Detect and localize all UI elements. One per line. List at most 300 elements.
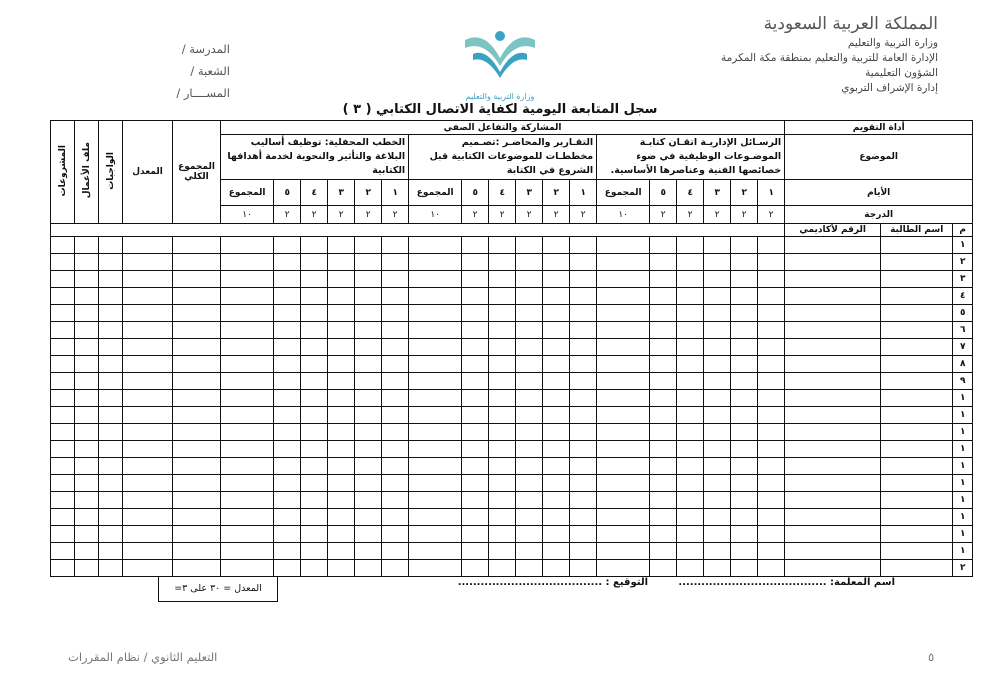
grade-cell[interactable] xyxy=(51,509,75,526)
grade-cell[interactable] xyxy=(597,339,650,356)
grade-cell[interactable] xyxy=(650,424,677,441)
grade-cell[interactable] xyxy=(462,373,489,390)
grade-cell[interactable] xyxy=(328,526,355,543)
grade-cell[interactable] xyxy=(274,390,301,407)
grade-cell[interactable] xyxy=(328,509,355,526)
grade-cell[interactable] xyxy=(731,356,758,373)
grade-cell[interactable] xyxy=(221,356,274,373)
grade-cell[interactable] xyxy=(173,254,221,271)
grade-cell[interactable] xyxy=(123,271,173,288)
grade-cell[interactable] xyxy=(51,560,75,577)
grade-cell[interactable] xyxy=(328,475,355,492)
grade-cell[interactable] xyxy=(516,424,543,441)
grade-cell[interactable] xyxy=(677,458,704,475)
grade-cell[interactable] xyxy=(221,492,274,509)
grade-cell[interactable] xyxy=(301,475,328,492)
grade-cell[interactable] xyxy=(758,322,785,339)
grade-cell[interactable] xyxy=(99,475,123,492)
grade-cell[interactable] xyxy=(221,322,274,339)
grade-cell[interactable] xyxy=(382,322,409,339)
grade-cell[interactable] xyxy=(731,560,758,577)
grade-cell[interactable] xyxy=(409,288,462,305)
grade-cell[interactable] xyxy=(221,458,274,475)
grade-cell[interactable] xyxy=(409,509,462,526)
grade-cell[interactable] xyxy=(758,339,785,356)
academic-number-cell[interactable] xyxy=(785,560,881,577)
academic-number-cell[interactable] xyxy=(785,441,881,458)
grade-cell[interactable] xyxy=(99,526,123,543)
student-name-cell[interactable] xyxy=(881,305,953,322)
academic-number-cell[interactable] xyxy=(785,237,881,254)
grade-cell[interactable] xyxy=(382,390,409,407)
grade-cell[interactable] xyxy=(301,373,328,390)
grade-cell[interactable] xyxy=(543,305,570,322)
grade-cell[interactable] xyxy=(51,475,75,492)
grade-cell[interactable] xyxy=(173,373,221,390)
grade-cell[interactable] xyxy=(75,424,99,441)
grade-cell[interactable] xyxy=(650,509,677,526)
grade-cell[interactable] xyxy=(704,254,731,271)
grade-cell[interactable] xyxy=(597,356,650,373)
academic-number-cell[interactable] xyxy=(785,373,881,390)
grade-cell[interactable] xyxy=(355,322,382,339)
grade-cell[interactable] xyxy=(382,458,409,475)
grade-cell[interactable] xyxy=(597,237,650,254)
student-name-cell[interactable] xyxy=(881,424,953,441)
grade-cell[interactable] xyxy=(221,390,274,407)
grade-cell[interactable] xyxy=(543,288,570,305)
grade-cell[interactable] xyxy=(355,407,382,424)
grade-cell[interactable] xyxy=(543,237,570,254)
grade-cell[interactable] xyxy=(51,441,75,458)
grade-cell[interactable] xyxy=(650,390,677,407)
grade-cell[interactable] xyxy=(301,560,328,577)
grade-cell[interactable] xyxy=(516,475,543,492)
grade-cell[interactable] xyxy=(99,356,123,373)
grade-cell[interactable] xyxy=(355,356,382,373)
grade-cell[interactable] xyxy=(516,526,543,543)
grade-cell[interactable] xyxy=(355,305,382,322)
grade-cell[interactable] xyxy=(704,441,731,458)
student-name-cell[interactable] xyxy=(881,509,953,526)
academic-number-cell[interactable] xyxy=(785,509,881,526)
grade-cell[interactable] xyxy=(489,322,516,339)
grade-cell[interactable] xyxy=(758,237,785,254)
grade-cell[interactable] xyxy=(462,560,489,577)
grade-cell[interactable] xyxy=(731,305,758,322)
grade-cell[interactable] xyxy=(173,492,221,509)
grade-cell[interactable] xyxy=(704,475,731,492)
grade-cell[interactable] xyxy=(75,390,99,407)
grade-cell[interactable] xyxy=(382,441,409,458)
grade-cell[interactable] xyxy=(489,492,516,509)
grade-cell[interactable] xyxy=(516,543,543,560)
grade-cell[interactable] xyxy=(274,492,301,509)
grade-cell[interactable] xyxy=(221,441,274,458)
grade-cell[interactable] xyxy=(173,509,221,526)
grade-cell[interactable] xyxy=(382,475,409,492)
grade-cell[interactable] xyxy=(328,441,355,458)
grade-cell[interactable] xyxy=(382,509,409,526)
student-name-cell[interactable] xyxy=(881,322,953,339)
grade-cell[interactable] xyxy=(173,339,221,356)
grade-cell[interactable] xyxy=(731,458,758,475)
grade-cell[interactable] xyxy=(51,373,75,390)
grade-cell[interactable] xyxy=(382,237,409,254)
grade-cell[interactable] xyxy=(75,526,99,543)
grade-cell[interactable] xyxy=(75,458,99,475)
grade-cell[interactable] xyxy=(731,254,758,271)
grade-cell[interactable] xyxy=(51,322,75,339)
grade-cell[interactable] xyxy=(274,441,301,458)
grade-cell[interactable] xyxy=(409,271,462,288)
grade-cell[interactable] xyxy=(301,407,328,424)
grade-cell[interactable] xyxy=(758,475,785,492)
grade-cell[interactable] xyxy=(221,254,274,271)
grade-cell[interactable] xyxy=(173,424,221,441)
grade-cell[interactable] xyxy=(758,288,785,305)
grade-cell[interactable] xyxy=(355,509,382,526)
grade-cell[interactable] xyxy=(543,560,570,577)
grade-cell[interactable] xyxy=(173,441,221,458)
grade-cell[interactable] xyxy=(99,288,123,305)
grade-cell[interactable] xyxy=(274,271,301,288)
grade-cell[interactable] xyxy=(650,237,677,254)
grade-cell[interactable] xyxy=(597,560,650,577)
grade-cell[interactable] xyxy=(382,560,409,577)
grade-cell[interactable] xyxy=(462,424,489,441)
grade-cell[interactable] xyxy=(489,390,516,407)
grade-cell[interactable] xyxy=(677,322,704,339)
grade-cell[interactable] xyxy=(221,237,274,254)
grade-cell[interactable] xyxy=(99,407,123,424)
grade-cell[interactable] xyxy=(409,526,462,543)
grade-cell[interactable] xyxy=(489,237,516,254)
grade-cell[interactable] xyxy=(99,390,123,407)
grade-cell[interactable] xyxy=(274,254,301,271)
grade-cell[interactable] xyxy=(173,458,221,475)
grade-cell[interactable] xyxy=(123,390,173,407)
grade-cell[interactable] xyxy=(516,458,543,475)
grade-cell[interactable] xyxy=(570,424,597,441)
grade-cell[interactable] xyxy=(731,271,758,288)
grade-cell[interactable] xyxy=(123,407,173,424)
grade-cell[interactable] xyxy=(123,322,173,339)
grade-cell[interactable] xyxy=(51,271,75,288)
student-name-cell[interactable] xyxy=(881,390,953,407)
grade-cell[interactable] xyxy=(570,543,597,560)
grade-cell[interactable] xyxy=(543,543,570,560)
grade-cell[interactable] xyxy=(597,254,650,271)
grade-cell[interactable] xyxy=(409,441,462,458)
grade-cell[interactable] xyxy=(650,560,677,577)
grade-cell[interactable] xyxy=(650,458,677,475)
grade-cell[interactable] xyxy=(731,237,758,254)
grade-cell[interactable] xyxy=(221,526,274,543)
grade-cell[interactable] xyxy=(173,407,221,424)
grade-cell[interactable] xyxy=(570,356,597,373)
grade-cell[interactable] xyxy=(75,356,99,373)
grade-cell[interactable] xyxy=(704,305,731,322)
grade-cell[interactable] xyxy=(99,271,123,288)
grade-cell[interactable] xyxy=(704,526,731,543)
grade-cell[interactable] xyxy=(704,288,731,305)
grade-cell[interactable] xyxy=(731,407,758,424)
grade-cell[interactable] xyxy=(409,543,462,560)
grade-cell[interactable] xyxy=(570,475,597,492)
grade-cell[interactable] xyxy=(650,526,677,543)
grade-cell[interactable] xyxy=(570,288,597,305)
grade-cell[interactable] xyxy=(758,543,785,560)
grade-cell[interactable] xyxy=(328,424,355,441)
grade-cell[interactable] xyxy=(99,373,123,390)
grade-cell[interactable] xyxy=(355,543,382,560)
academic-number-cell[interactable] xyxy=(785,407,881,424)
grade-cell[interactable] xyxy=(123,373,173,390)
grade-cell[interactable] xyxy=(274,237,301,254)
grade-cell[interactable] xyxy=(731,441,758,458)
grade-cell[interactable] xyxy=(489,339,516,356)
grade-cell[interactable] xyxy=(221,475,274,492)
student-name-cell[interactable] xyxy=(881,458,953,475)
grade-cell[interactable] xyxy=(704,322,731,339)
grade-cell[interactable] xyxy=(123,543,173,560)
grade-cell[interactable] xyxy=(409,373,462,390)
grade-cell[interactable] xyxy=(221,509,274,526)
grade-cell[interactable] xyxy=(173,526,221,543)
grade-cell[interactable] xyxy=(677,288,704,305)
grade-cell[interactable] xyxy=(677,492,704,509)
grade-cell[interactable] xyxy=(543,407,570,424)
grade-cell[interactable] xyxy=(731,509,758,526)
grade-cell[interactable] xyxy=(489,288,516,305)
grade-cell[interactable] xyxy=(543,271,570,288)
grade-cell[interactable] xyxy=(704,271,731,288)
grade-cell[interactable] xyxy=(758,424,785,441)
grade-cell[interactable] xyxy=(543,254,570,271)
grade-cell[interactable] xyxy=(123,526,173,543)
grade-cell[interactable] xyxy=(489,560,516,577)
grade-cell[interactable] xyxy=(301,271,328,288)
grade-cell[interactable] xyxy=(489,543,516,560)
grade-cell[interactable] xyxy=(301,322,328,339)
grade-cell[interactable] xyxy=(409,322,462,339)
student-name-cell[interactable] xyxy=(881,407,953,424)
grade-cell[interactable] xyxy=(75,322,99,339)
grade-cell[interactable] xyxy=(99,339,123,356)
grade-cell[interactable] xyxy=(51,526,75,543)
grade-cell[interactable] xyxy=(758,560,785,577)
academic-number-cell[interactable] xyxy=(785,492,881,509)
grade-cell[interactable] xyxy=(355,560,382,577)
grade-cell[interactable] xyxy=(301,458,328,475)
grade-cell[interactable] xyxy=(301,305,328,322)
grade-cell[interactable] xyxy=(99,492,123,509)
grade-cell[interactable] xyxy=(758,458,785,475)
grade-cell[interactable] xyxy=(301,509,328,526)
grade-cell[interactable] xyxy=(489,373,516,390)
grade-cell[interactable] xyxy=(123,492,173,509)
grade-cell[interactable] xyxy=(543,373,570,390)
grade-cell[interactable] xyxy=(328,254,355,271)
grade-cell[interactable] xyxy=(409,390,462,407)
grade-cell[interactable] xyxy=(677,271,704,288)
grade-cell[interactable] xyxy=(99,424,123,441)
grade-cell[interactable] xyxy=(570,458,597,475)
grade-cell[interactable] xyxy=(99,305,123,322)
grade-cell[interactable] xyxy=(274,305,301,322)
grade-cell[interactable] xyxy=(123,356,173,373)
grade-cell[interactable] xyxy=(650,407,677,424)
grade-cell[interactable] xyxy=(274,509,301,526)
grade-cell[interactable] xyxy=(173,271,221,288)
grade-cell[interactable] xyxy=(462,509,489,526)
grade-cell[interactable] xyxy=(123,305,173,322)
grade-cell[interactable] xyxy=(99,458,123,475)
grade-cell[interactable] xyxy=(677,390,704,407)
grade-cell[interactable] xyxy=(75,305,99,322)
grade-cell[interactable] xyxy=(51,492,75,509)
grade-cell[interactable] xyxy=(704,390,731,407)
grade-cell[interactable] xyxy=(301,526,328,543)
grade-cell[interactable] xyxy=(704,560,731,577)
grade-cell[interactable] xyxy=(677,560,704,577)
grade-cell[interactable] xyxy=(173,390,221,407)
student-name-cell[interactable] xyxy=(881,271,953,288)
grade-cell[interactable] xyxy=(489,356,516,373)
grade-cell[interactable] xyxy=(301,492,328,509)
grade-cell[interactable] xyxy=(382,271,409,288)
grade-cell[interactable] xyxy=(677,424,704,441)
student-name-cell[interactable] xyxy=(881,560,953,577)
grade-cell[interactable] xyxy=(99,254,123,271)
grade-cell[interactable] xyxy=(355,475,382,492)
grade-cell[interactable] xyxy=(51,356,75,373)
grade-cell[interactable] xyxy=(462,441,489,458)
grade-cell[interactable] xyxy=(409,424,462,441)
grade-cell[interactable] xyxy=(597,424,650,441)
grade-cell[interactable] xyxy=(355,339,382,356)
grade-cell[interactable] xyxy=(382,492,409,509)
grade-cell[interactable] xyxy=(173,475,221,492)
grade-cell[interactable] xyxy=(570,305,597,322)
grade-cell[interactable] xyxy=(704,373,731,390)
grade-cell[interactable] xyxy=(543,492,570,509)
grade-cell[interactable] xyxy=(516,237,543,254)
grade-cell[interactable] xyxy=(75,441,99,458)
grade-cell[interactable] xyxy=(597,543,650,560)
grade-cell[interactable] xyxy=(328,543,355,560)
grade-cell[interactable] xyxy=(75,373,99,390)
grade-cell[interactable] xyxy=(301,424,328,441)
grade-cell[interactable] xyxy=(516,441,543,458)
grade-cell[interactable] xyxy=(731,475,758,492)
grade-cell[interactable] xyxy=(462,356,489,373)
grade-cell[interactable] xyxy=(543,424,570,441)
grade-cell[interactable] xyxy=(274,560,301,577)
student-name-cell[interactable] xyxy=(881,492,953,509)
grade-cell[interactable] xyxy=(51,237,75,254)
grade-cell[interactable] xyxy=(382,305,409,322)
grade-cell[interactable] xyxy=(597,271,650,288)
grade-cell[interactable] xyxy=(677,254,704,271)
grade-cell[interactable] xyxy=(462,305,489,322)
grade-cell[interactable] xyxy=(758,271,785,288)
student-name-cell[interactable] xyxy=(881,339,953,356)
grade-cell[interactable] xyxy=(462,526,489,543)
grade-cell[interactable] xyxy=(75,509,99,526)
grade-cell[interactable] xyxy=(301,356,328,373)
grade-cell[interactable] xyxy=(301,543,328,560)
grade-cell[interactable] xyxy=(221,305,274,322)
grade-cell[interactable] xyxy=(328,458,355,475)
grade-cell[interactable] xyxy=(221,373,274,390)
grade-cell[interactable] xyxy=(274,322,301,339)
grade-cell[interactable] xyxy=(355,373,382,390)
grade-cell[interactable] xyxy=(355,271,382,288)
grade-cell[interactable] xyxy=(99,560,123,577)
grade-cell[interactable] xyxy=(328,560,355,577)
grade-cell[interactable] xyxy=(274,407,301,424)
grade-cell[interactable] xyxy=(650,254,677,271)
student-name-cell[interactable] xyxy=(881,475,953,492)
grade-cell[interactable] xyxy=(123,560,173,577)
grade-cell[interactable] xyxy=(274,475,301,492)
grade-cell[interactable] xyxy=(570,526,597,543)
grade-cell[interactable] xyxy=(597,390,650,407)
grade-cell[interactable] xyxy=(704,543,731,560)
grade-cell[interactable] xyxy=(704,458,731,475)
grade-cell[interactable] xyxy=(274,526,301,543)
grade-cell[interactable] xyxy=(355,254,382,271)
grade-cell[interactable] xyxy=(409,458,462,475)
grade-cell[interactable] xyxy=(355,288,382,305)
grade-cell[interactable] xyxy=(355,458,382,475)
grade-cell[interactable] xyxy=(301,441,328,458)
grade-cell[interactable] xyxy=(650,373,677,390)
grade-cell[interactable] xyxy=(274,373,301,390)
grade-cell[interactable] xyxy=(123,509,173,526)
grade-cell[interactable] xyxy=(221,339,274,356)
grade-cell[interactable] xyxy=(328,373,355,390)
grade-cell[interactable] xyxy=(489,305,516,322)
grade-cell[interactable] xyxy=(99,237,123,254)
grade-cell[interactable] xyxy=(173,322,221,339)
grade-cell[interactable] xyxy=(75,407,99,424)
grade-cell[interactable] xyxy=(173,560,221,577)
grade-cell[interactable] xyxy=(677,441,704,458)
grade-cell[interactable] xyxy=(51,390,75,407)
grade-cell[interactable] xyxy=(704,424,731,441)
grade-cell[interactable] xyxy=(328,390,355,407)
grade-cell[interactable] xyxy=(731,390,758,407)
grade-cell[interactable] xyxy=(51,305,75,322)
grade-cell[interactable] xyxy=(731,322,758,339)
grade-cell[interactable] xyxy=(597,305,650,322)
grade-cell[interactable] xyxy=(51,424,75,441)
grade-cell[interactable] xyxy=(409,237,462,254)
grade-cell[interactable] xyxy=(221,543,274,560)
grade-cell[interactable] xyxy=(516,254,543,271)
grade-cell[interactable] xyxy=(516,373,543,390)
student-name-cell[interactable] xyxy=(881,288,953,305)
grade-cell[interactable] xyxy=(123,237,173,254)
grade-cell[interactable] xyxy=(489,424,516,441)
grade-cell[interactable] xyxy=(355,424,382,441)
grade-cell[interactable] xyxy=(328,237,355,254)
grade-cell[interactable] xyxy=(51,339,75,356)
grade-cell[interactable] xyxy=(462,407,489,424)
